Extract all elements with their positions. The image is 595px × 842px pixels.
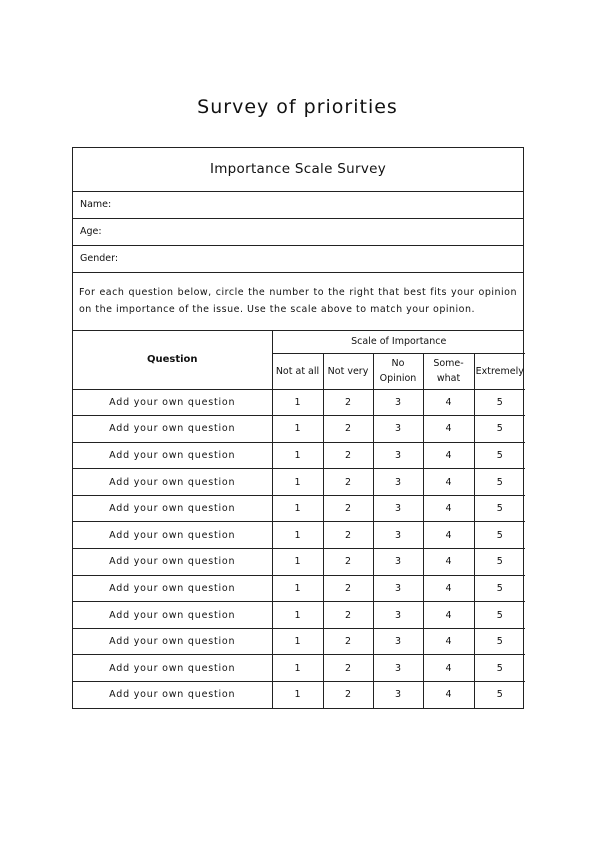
scale-option-1[interactable]: 1 (272, 495, 323, 522)
table-row (73, 575, 525, 602)
scale-option-2[interactable]: 2 (323, 442, 373, 469)
scale-option-4[interactable]: 4 (423, 602, 474, 629)
scale-option-4[interactable]: 4 (423, 628, 474, 655)
form-title: Importance Scale Survey (73, 148, 523, 192)
scale-option-1[interactable]: 1 (272, 655, 323, 682)
question-column-header: Question (73, 331, 272, 389)
scale-option-3[interactable]: 3 (373, 442, 423, 469)
table-row (73, 495, 525, 522)
scale-option-3[interactable]: 3 (373, 495, 423, 522)
scale-option-2[interactable]: 2 (323, 549, 373, 576)
name-field[interactable]: Name: (73, 192, 523, 219)
scale-header: Scale of Importance (272, 331, 525, 353)
scale-option-2[interactable]: 2 (323, 389, 373, 416)
table-row (73, 549, 525, 576)
scale-option-1[interactable]: 1 (272, 442, 323, 469)
scale-option-5[interactable]: 5 (474, 469, 525, 496)
document-title: Survey of priorities (197, 96, 398, 118)
scale-label-2: Not very (323, 353, 373, 389)
scale-option-1[interactable]: 1 (272, 469, 323, 496)
scale-option-1[interactable]: 1 (272, 522, 323, 549)
scale-option-3[interactable]: 3 (373, 575, 423, 602)
scale-option-3[interactable]: 3 (373, 655, 423, 682)
scale-option-3[interactable]: 3 (373, 549, 423, 576)
question-cell[interactable]: Add your own question (73, 522, 272, 549)
question-cell[interactable]: Add your own question (73, 495, 272, 522)
gender-field[interactable]: Gender: (73, 246, 523, 273)
scale-option-4[interactable]: 4 (423, 682, 474, 708)
scale-option-1[interactable]: 1 (272, 602, 323, 629)
scale-option-4[interactable]: 4 (423, 522, 474, 549)
scale-option-2[interactable]: 2 (323, 495, 373, 522)
scale-option-5[interactable]: 5 (474, 442, 525, 469)
table-row (73, 682, 525, 708)
scale-option-5[interactable]: 5 (474, 682, 525, 708)
age-field[interactable]: Age: (73, 219, 523, 246)
scale-option-1[interactable]: 1 (272, 682, 323, 708)
scale-option-2[interactable]: 2 (323, 416, 373, 443)
scale-table (73, 331, 525, 708)
scale-option-4[interactable]: 4 (423, 389, 474, 416)
question-cell[interactable]: Add your own question (73, 549, 272, 576)
scale-option-5[interactable]: 5 (474, 389, 525, 416)
table-row (73, 655, 525, 682)
scale-option-2[interactable]: 2 (323, 628, 373, 655)
scale-option-5[interactable]: 5 (474, 495, 525, 522)
table-row (73, 389, 525, 416)
scale-option-1[interactable]: 1 (272, 628, 323, 655)
scale-option-4[interactable]: 4 (423, 575, 474, 602)
scale-option-2[interactable]: 2 (323, 469, 373, 496)
question-cell[interactable]: Add your own question (73, 682, 272, 708)
table-row (73, 442, 525, 469)
table-row (73, 469, 525, 496)
scale-option-1[interactable]: 1 (272, 575, 323, 602)
scale-option-2[interactable]: 2 (323, 682, 373, 708)
scale-option-4[interactable]: 4 (423, 442, 474, 469)
scale-label-5: Extremely (474, 353, 525, 389)
question-cell[interactable]: Add your own question (73, 575, 272, 602)
question-cell[interactable]: Add your own question (73, 655, 272, 682)
question-cell[interactable]: Add your own question (73, 602, 272, 629)
scale-option-5[interactable]: 5 (474, 522, 525, 549)
scale-option-2[interactable]: 2 (323, 655, 373, 682)
scale-option-2[interactable]: 2 (323, 575, 373, 602)
question-cell[interactable]: Add your own question (73, 389, 272, 416)
scale-option-4[interactable]: 4 (423, 416, 474, 443)
scale-option-5[interactable]: 5 (474, 655, 525, 682)
table-row (73, 522, 525, 549)
scale-option-4[interactable]: 4 (423, 495, 474, 522)
table-row (73, 628, 525, 655)
scale-option-5[interactable]: 5 (474, 628, 525, 655)
scale-label-1: Not at all (272, 353, 323, 389)
scale-option-5[interactable]: 5 (474, 416, 525, 443)
scale-option-2[interactable]: 2 (323, 602, 373, 629)
scale-option-3[interactable]: 3 (373, 628, 423, 655)
question-cell[interactable]: Add your own question (73, 442, 272, 469)
scale-option-2[interactable]: 2 (323, 522, 373, 549)
scale-option-5[interactable]: 5 (474, 549, 525, 576)
scale-option-3[interactable]: 3 (373, 469, 423, 496)
scale-option-3[interactable]: 3 (373, 602, 423, 629)
scale-option-5[interactable]: 5 (474, 575, 525, 602)
scale-option-1[interactable]: 1 (272, 549, 323, 576)
table-row (73, 416, 525, 443)
question-cell[interactable]: Add your own question (73, 469, 272, 496)
instructions-text: For each question below, circle the number to the right that best fits your opinion on the importance of the issue. Use the scale above to match your opinion. (73, 273, 523, 331)
scale-option-3[interactable]: 3 (373, 522, 423, 549)
scale-option-3[interactable]: 3 (373, 682, 423, 708)
question-cell[interactable]: Add your own question (73, 628, 272, 655)
survey-form (72, 147, 524, 709)
scale-option-5[interactable]: 5 (474, 602, 525, 629)
scale-option-1[interactable]: 1 (272, 389, 323, 416)
scale-option-4[interactable]: 4 (423, 549, 474, 576)
scale-option-4[interactable]: 4 (423, 469, 474, 496)
scale-label-3: No Opinion (373, 353, 423, 389)
scale-option-3[interactable]: 3 (373, 416, 423, 443)
scale-option-3[interactable]: 3 (373, 389, 423, 416)
scale-label-4: Some- what (423, 353, 474, 389)
question-cell[interactable]: Add your own question (73, 416, 272, 443)
table-row (73, 602, 525, 629)
scale-option-4[interactable]: 4 (423, 655, 474, 682)
scale-option-1[interactable]: 1 (272, 416, 323, 443)
